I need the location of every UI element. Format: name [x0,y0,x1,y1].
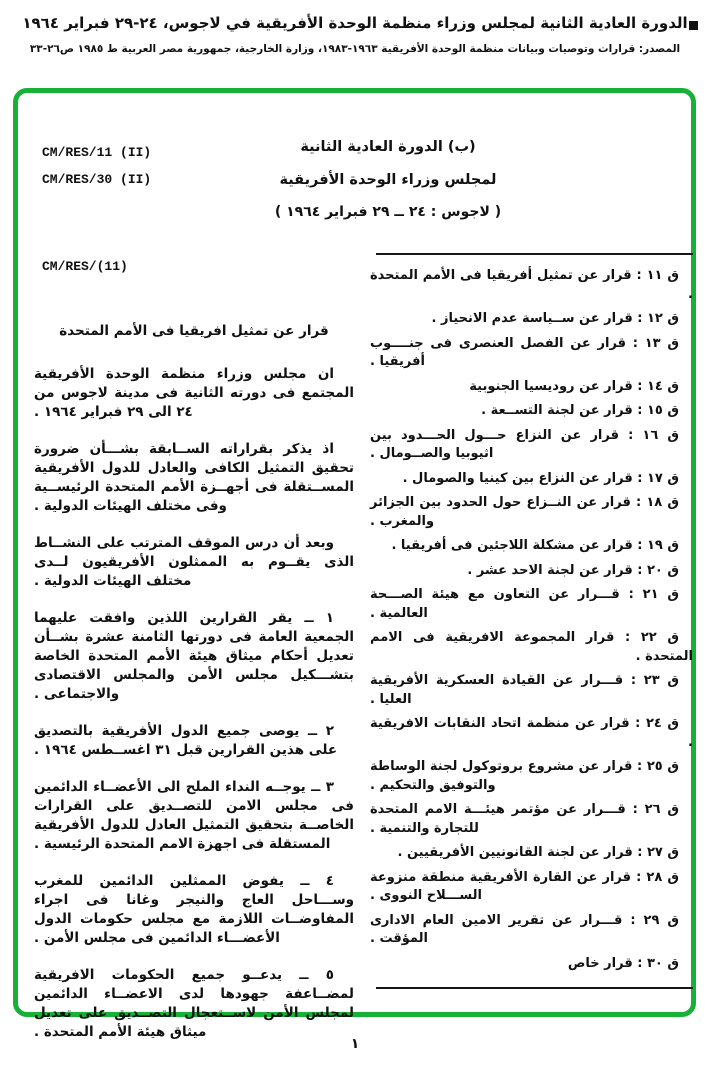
page-number: ١ [350,1036,360,1052]
resolutions-list [370,253,693,989]
resolution-body [34,323,354,1060]
list-item: ق ٢٦ : قـــرار عن مؤتمر هيئـــة الامم المتحدة للتجارة والتنمية . [370,802,679,836]
ref-code-cm-res-30: CM/RES/30 (II) [42,172,152,187]
list-bottom-rule [376,987,693,989]
list-item: ق ٢٩ : قـــرار عن تقرير الامين العام الادارى المؤقت . [370,912,679,946]
list-item: ق ١٢ : قرار عن ســياسة عدم الانحياز . [431,311,679,326]
list-item: ق ٢١ : قـــرار عن التعاون مع هيئة الصـــحة العالمية . [370,587,679,621]
list-item: ق ١٣ : قرار عن الفصل العنصرى فى جنــــوب أفريقيا . [370,335,679,369]
list-item: ق ١٧ : قرار عن النزاع بين كينيا والصومال . [402,470,679,486]
resolution-paragraph: وبعد أن درس الموقف المترتب على النشــاط الذى يقــوم به الممثلون الأفريقيون لــدى مختلف الهيئات الدولية . [34,535,354,589]
list-item: ق ١٦ : قرار عن النزاع حـــول الحـــدود بين اثيوبيا والصــومال . [370,427,679,461]
resolution-paragraph: ٤ ــ يفوض الممثلين الدائمين للمغرب وســـاحل العاج والنيجر وغانا فى اجراء المفاوضــات اللازمة مع مجلس حكومات الدول الأعضـــاء الدائمين فى مجلس الأمن . [34,873,354,946]
list-item: ق ٢٨ : قرار عن القارة الأفريقية منطقة منزوعة الســـلاح النووى . [370,869,679,903]
session-heading [158,139,618,220]
reference-codes [42,145,151,199]
list-item: ق ١٨ : قرار عن النــزاع حول الحدود بين الجزائر والمغرب . [370,495,679,529]
list-item: ق ٣٠ : قرار خاص [567,955,679,971]
resolution-title: قرار عن تمثيل افريقيا فى الأمم المتحدة [59,323,329,339]
list-item: ق ٢٣ : قـــرار عن القيادة العسكرية الأفريقية العليا . [370,673,679,707]
list-top-rule [376,253,693,255]
page-header [0,14,710,55]
list-item: ق ٢٢ : قرار المجموعة الافريقية فى الامم المتحدة . [370,630,693,664]
ref-code-cm-res-11: CM/RES/11 (II) [42,145,152,160]
resolution-paragraph: ٣ ــ يوجــه النداء الملح الى الأعضــاء الدائمين فى مجلس الامن للتصــديق على القرارات الخاصــة بتحقيق التمثيل العادل للدول الأفريقية المستقلة فى اجهزة الامم المتحدة الرئيسية . [34,779,354,852]
list-item: ق ١٩ : قرار عن مشكلة اللاجئين فى أفريقيا . [391,538,679,553]
resolution-paragraph: اذ يذكر بقراراته الســابقة بشـــأن ضرورة تحقيق التمثيل الكافى والعادل للدول الأفريقية المســتقلة فى أجهــزة الأمم المتحدة الرئيســية وفى مختلف الهيئات الدولية . [34,441,354,514]
scan-artifact-mark [689,21,698,30]
document-title: الدورة العادية الثانية لمجلس وزراء منظمة الوحدة الأفريقية في لاجوس، ٢٤-٢٩ فبراير ١٩٦٤ [22,14,688,32]
list-item: ق ٢٠ : قرار عن لجنة الاحد عشر . [467,562,679,578]
list-item: ق ٢٧ : قرار عن لجنة القانونيين الأفريقيين . [397,845,679,860]
session-heading-line2: لمجلس وزراء الوحدة الأفريقية [279,172,497,188]
session-heading-line3: ( لاجوس : ٢٤ ــ ٢٩ فبراير ١٩٦٤ ) [274,204,502,220]
list-item: ق ٢٤ : قرار عن منظمة اتحاد النقابات الافريقية . [370,716,693,750]
source-citation: المصدر: قرارات وتوصيات وبيانات منظمة الوحدة الأفريقية ١٩٦٣-١٩٨٣، وزارة الخارجية، جمهورية مصر العربية ط ١٩٨٥ ص٢٦-٣٣ [29,43,681,55]
list-item: ق ١١ : قرار عن تمثيل أفريقيا فى الأمم المتحدة . [370,268,693,302]
resolution-paragraph: ان مجلس وزراء منظمة الوحدة الأفريقية المجتمع فى دورته الثانية فى مدينة لاجوس من ٢٤ الى ٢٩ فبراير ١٩٦٤ . [34,366,354,420]
list-item: ق ١٥ : قرار عن لجنة التســعة . [481,403,679,418]
resolution-paragraph: ١ ــ يقر القرارين اللذين وافقت عليهما الجمعية العامة فى دورتها الثامنة عشرة بشــأن تعديل أحكام ميثاق هيئة الأمم المتحدة الخاصة بتشـــكيل مجلس الأمن والمجلس الاقتصادى والاجتماعى . [34,610,354,702]
decision-box [13,88,696,1040]
resolution-paragraph: ٢ ــ يوصى جميع الدول الأفريقية بالتصديق على هذين القرارين قبل ٣١ اغســطس ١٩٦٤ . [34,723,338,758]
list-item: ق ١٤ : قرار عن روديسيا الجنوبية [469,378,679,394]
ref-code-cm-res-11-single: CM/RES/(11) [42,259,128,274]
list-item: ق ٢٥ : قرار عن مشروع بروتوكول لجنة الوساطة والتوفيق والتحكيم . [370,759,679,793]
session-heading-line1: (ب) الدورة العادية الثانية [300,139,476,155]
resolution-paragraph: ٥ ــ يدعــو جميع الحكومات الافريقية لمضــاعفة جهودها لدى الاعضــاء الدائمين لمجلس الأمن لاســتعجال التصــديق على تعديل ميثاق هيئة الأمم المتحدة . [34,967,354,1040]
